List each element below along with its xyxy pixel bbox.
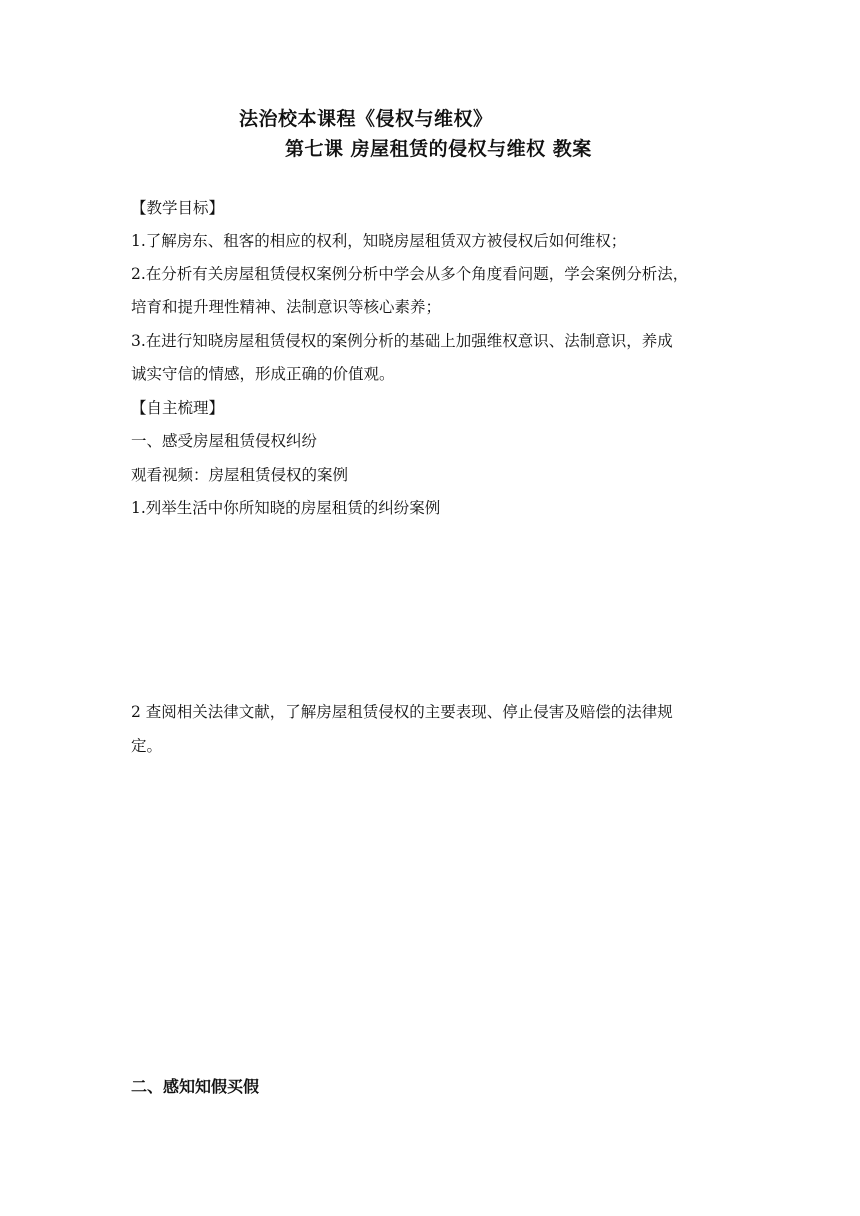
goal-item-3-line-2: 诚实守信的情感，形成正确的价值观。 xyxy=(131,365,395,383)
part2-heading: 二、感知知假买假 xyxy=(131,1077,260,1096)
goal-item-2-line-1: 2.在分析有关房屋租赁侵权案例分析中学会从多个角度看问题，学会案例分析法， xyxy=(131,265,689,283)
part1-video-prompt: 观看视频：房屋租赁侵权的案例 xyxy=(131,466,349,484)
section-heading-goals: 【教学目标】 xyxy=(131,199,225,217)
part1-task-2-line-2: 定。 xyxy=(131,737,163,755)
part1-task-2-line-1: 2 查阅相关法律文献，了解房屋租赁侵权的主要表现、停止侵害及赔偿的法律规 xyxy=(131,703,673,721)
part1-heading: 一、感受房屋租赁侵权纠纷 xyxy=(131,432,318,450)
document-title: 法治校本课程《侵权与维权》 xyxy=(239,108,493,130)
lesson-title: 第七课 房屋租赁的侵权与维权 教案 xyxy=(285,138,592,160)
goal-item-1: 1.了解房东、租客的相应的权利，知晓房屋租赁双方被侵权后如何维权； xyxy=(131,232,627,250)
part1-task-1: 1.列举生活中你所知晓的房屋租赁的纠纷案例 xyxy=(131,499,441,517)
goal-item-2-line-2: 培育和提升理性精神、法制意识等核心素养； xyxy=(131,298,442,316)
section-heading-self-study: 【自主梳理】 xyxy=(131,399,225,417)
goal-item-3-line-1: 3.在进行知晓房屋租赁侵权的案例分析的基础上加强维权意识、法制意识，养成 xyxy=(131,332,673,350)
